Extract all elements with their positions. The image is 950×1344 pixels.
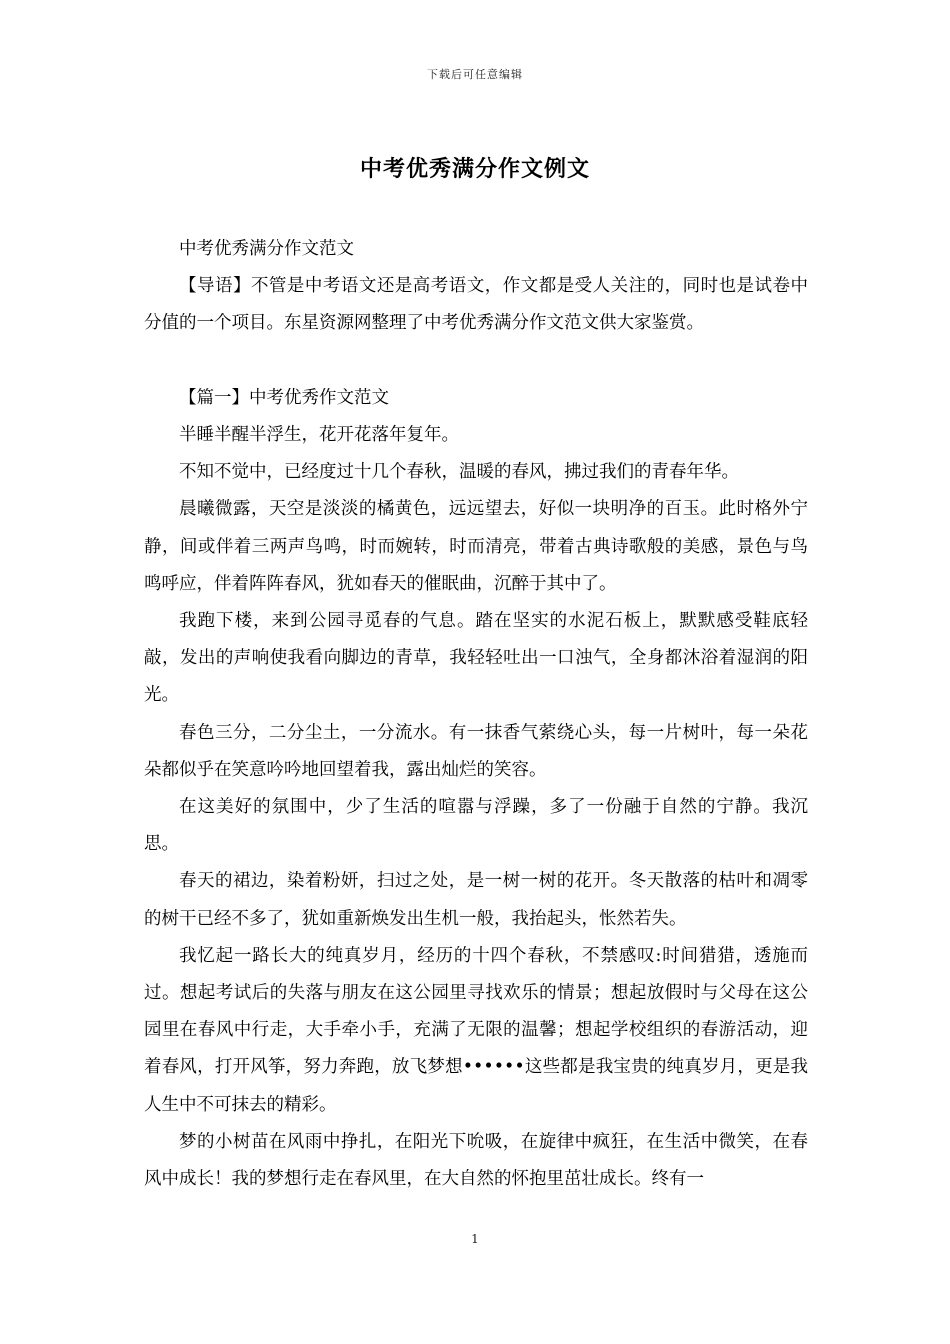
paragraph: 我跑下楼，来到公园寻觅春的气息。踏在坚实的水泥石板上，默默感受鞋底轻敲，发出的声响使我看向脚边的青草，我轻轻吐出一口浊气，全身都沐浴着湿润的阳光。 [144,611,808,706]
paragraph-gap [144,343,808,380]
paragraph: 不知不觉中，已经度过十几个春秋，温暖的春风，拂过我们的青春年华。 [179,462,739,483]
paragraph-intro: 【导语】不管是中考语文还是高考语文，作文都是受人关注的，同时也是试卷中分值的一个项目。东星资源网整理了中考优秀满分作文范文供大家鉴赏。 [144,276,808,334]
paragraph: 春色三分，二分尘土，一分流水。有一抹香气萦绕心头，每一片树叶，每一朵花朵都似乎在笑意吟吟地回望着我，露出灿烂的笑容。 [144,722,808,780]
paragraph: 晨曦微露，天空是淡淡的橘黄色，远远望去，好似一块明净的百玉。此时格外宁静，间或伴着三两声鸟鸣，时而婉转，时而清亮，带着古典诗歌般的美感，景色与鸟鸣呼应，伴着阵阵春风，犹如春天的催眠曲，沉醉于其中了。 [144,499,808,594]
paragraph: 半睡半醒半浮生，花开花落年复年。 [179,425,459,445]
paragraph: 春天的裙边，染着粉妍，扫过之处，是一树一树的花开。冬天散落的枯叶和凋零的树干已经不多了，犹如重新焕发出生机一般，我抬起头，怅然若失。 [144,871,808,929]
page-number: 1 [471,1232,479,1246]
document-title: 中考优秀满分作文例文 [359,156,590,182]
paragraph: 梦的小树苗在风雨中挣扎，在阳光下吮吸，在旋律中疯狂，在生活中微笑，在春风中成长！我的梦想行走在春风里，在大自然的怀抱里茁壮成长。终有一 [144,1131,808,1190]
paragraph-subtitle: 中考优秀满分作文范文 [179,239,354,259]
paragraph: 在这美好的氛围中，少了生活的喧嚣与浮躁，多了一份融于自然的宁静。我沉思。 [144,797,808,855]
document-body [144,231,808,1198]
paragraph: 我忆起一路长大的纯真岁月，经历的十四个春秋，不禁感叹:时间猎猎，透施而过。想起考试后的失落与朋友在这公园里寻找欢乐的情景；想起放假时与父母在这公园里在春风中行走，大手牵小手，充满了无限的温馨；想起学校组织的春游活动，迎着春风，打开风筝，努力奔跑，放飞梦想••••••这些都是我宝贵的纯真岁月，更是我人生中不可抹去的精彩。 [144,945,808,1115]
paragraph-section-heading: 【篇一】中考优秀作文范文 [179,387,389,408]
page-header-note: 下载后可任意编辑 [427,68,523,81]
